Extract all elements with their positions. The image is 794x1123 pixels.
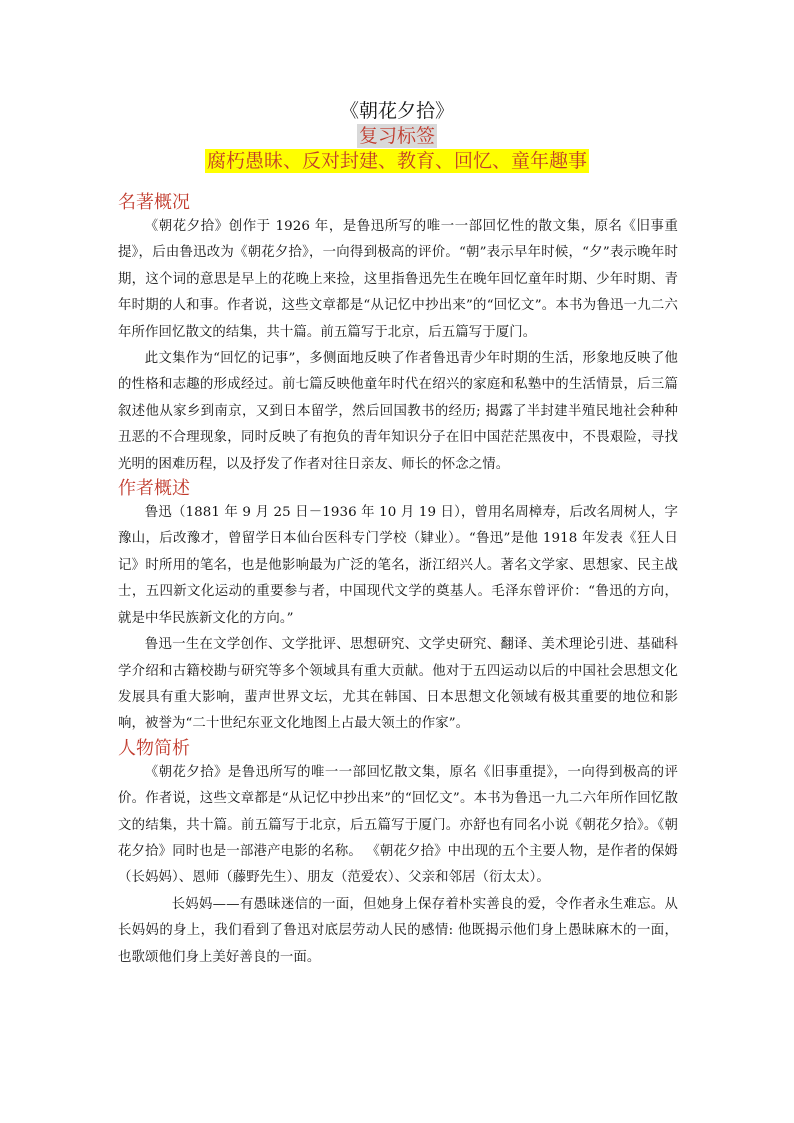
- paragraph: 《朝花夕拾》是鲁迅所写的唯一一部回忆散文集，原名《旧事重提》，一向得到极高的评价。作者说，这些文章都是“从记忆中抄出来”的“回忆文”。本书为鲁迅一九二六年所作回忆散文的结集，共十篇。前五篇写于北京，后五篇写于厦门。亦舒也有同名小说《朝花夕拾》。《朝花夕拾》同时也是一部港产电影的名称。 《朝花夕拾》中出现的五个主要人物，是作者的保姆（长妈妈）、恩师（藤野先生）、朋友（范爱农）、父亲和邻居（衍太太）。: [118, 764, 678, 886]
- section-heading: 作者概述: [118, 478, 190, 500]
- paragraph: 此文集作为“回忆的记事”，多侧面地反映了作者鲁迅青少年时期的生活，形象地反映了他的性格和志趣的形成经过。前七篇反映他童年时代在绍兴的家庭和私塾中的生活情景，后三篇叙述他从家乡到南京，又到日本留学，然后回国教书的经历; 揭露了半封建半殖民地社会种种丑恶的不合理现象，同时反映了有抱负的青年知识分子在旧中国茫茫黑夜中，不畏艰险，寻找光明的困难历程，以及抒发了作者对往日亲友、师长的怀念之情。: [118, 351, 678, 472]
- document-body: [118, 192, 678, 971]
- paragraph: 《朝花夕拾》创作于 1926 年，是鲁迅所写的唯一一部回忆性的散文集，原名《旧事重提》，后由鲁迅改为《朝花夕拾》，一向得到极高的评价。“朝”表示早年时候，“夕”表示晚年时期，这个词的意思是早上的花晚上来捡，这里指鲁迅先生在晚年回忆童年时期、少年时期、青年时期的人和事。作者说，这些文章都是“从记忆中抄出来”的“回忆文”。本书为鲁迅一九二六年所作回忆散文的结集，共十篇。前五篇写于北京，后五篇写于厦门。: [118, 219, 678, 340]
- paragraph: 鲁迅一生在文学创作、文学批评、思想研究、文学史研究、翻译、美术理论引进、基础科学介绍和古籍校勘与研究等多个领域具有重大贡献。他对于五四运动以后的中国社会思想文化发展具有重大影响，蜚声世界文坛，尤其在韩国、日本思想文化领域有极其重要的地位和影响，被誉为“二十世纪东亚文化地图上占最大领土的作家”。: [118, 637, 678, 732]
- title-block: [0, 98, 794, 173]
- section-overview: [118, 192, 678, 478]
- tag-keywords: 腐朽愚昧、反对封建、教育、回忆、童年趣事: [206, 150, 587, 172]
- section-characters: [118, 738, 678, 971]
- section-heading: 名著概况: [118, 192, 190, 213]
- section-heading: 人物简析: [118, 737, 190, 759]
- document-title: 《朝花夕拾》: [339, 100, 454, 122]
- paragraph: 长妈妈——有愚昧迷信的一面，但她身上保存着朴实善良的爱，令作者永生难忘。从长妈妈的身上，我们看到了鲁迅对底层劳动人民的感情: 他既揭示他们身上愚昧麻木的一面，也歌颂他们身上美好善良的一面。: [118, 896, 678, 965]
- tag-label: 复习标签: [358, 125, 435, 147]
- section-author: [118, 478, 678, 738]
- paragraph: 鲁迅（1881 年 9 月 25 日－1936 年 10 月 19 日），曾用名周樟寿，后改名周树人，字豫山，后改豫才，曾留学日本仙台医科专门学校（肄业）。“鲁迅”是他 1918 年发表《狂人日记》时所用的笔名，也是他影响最为广泛的笔名，浙江绍兴人。著名文学家、思想家、民主战士，五四新文化运动的重要参与者，中国现代文学的奠基人。毛泽东曾评价：“鲁迅的方向，就是中华民族新文化的方向。”: [118, 505, 678, 626]
